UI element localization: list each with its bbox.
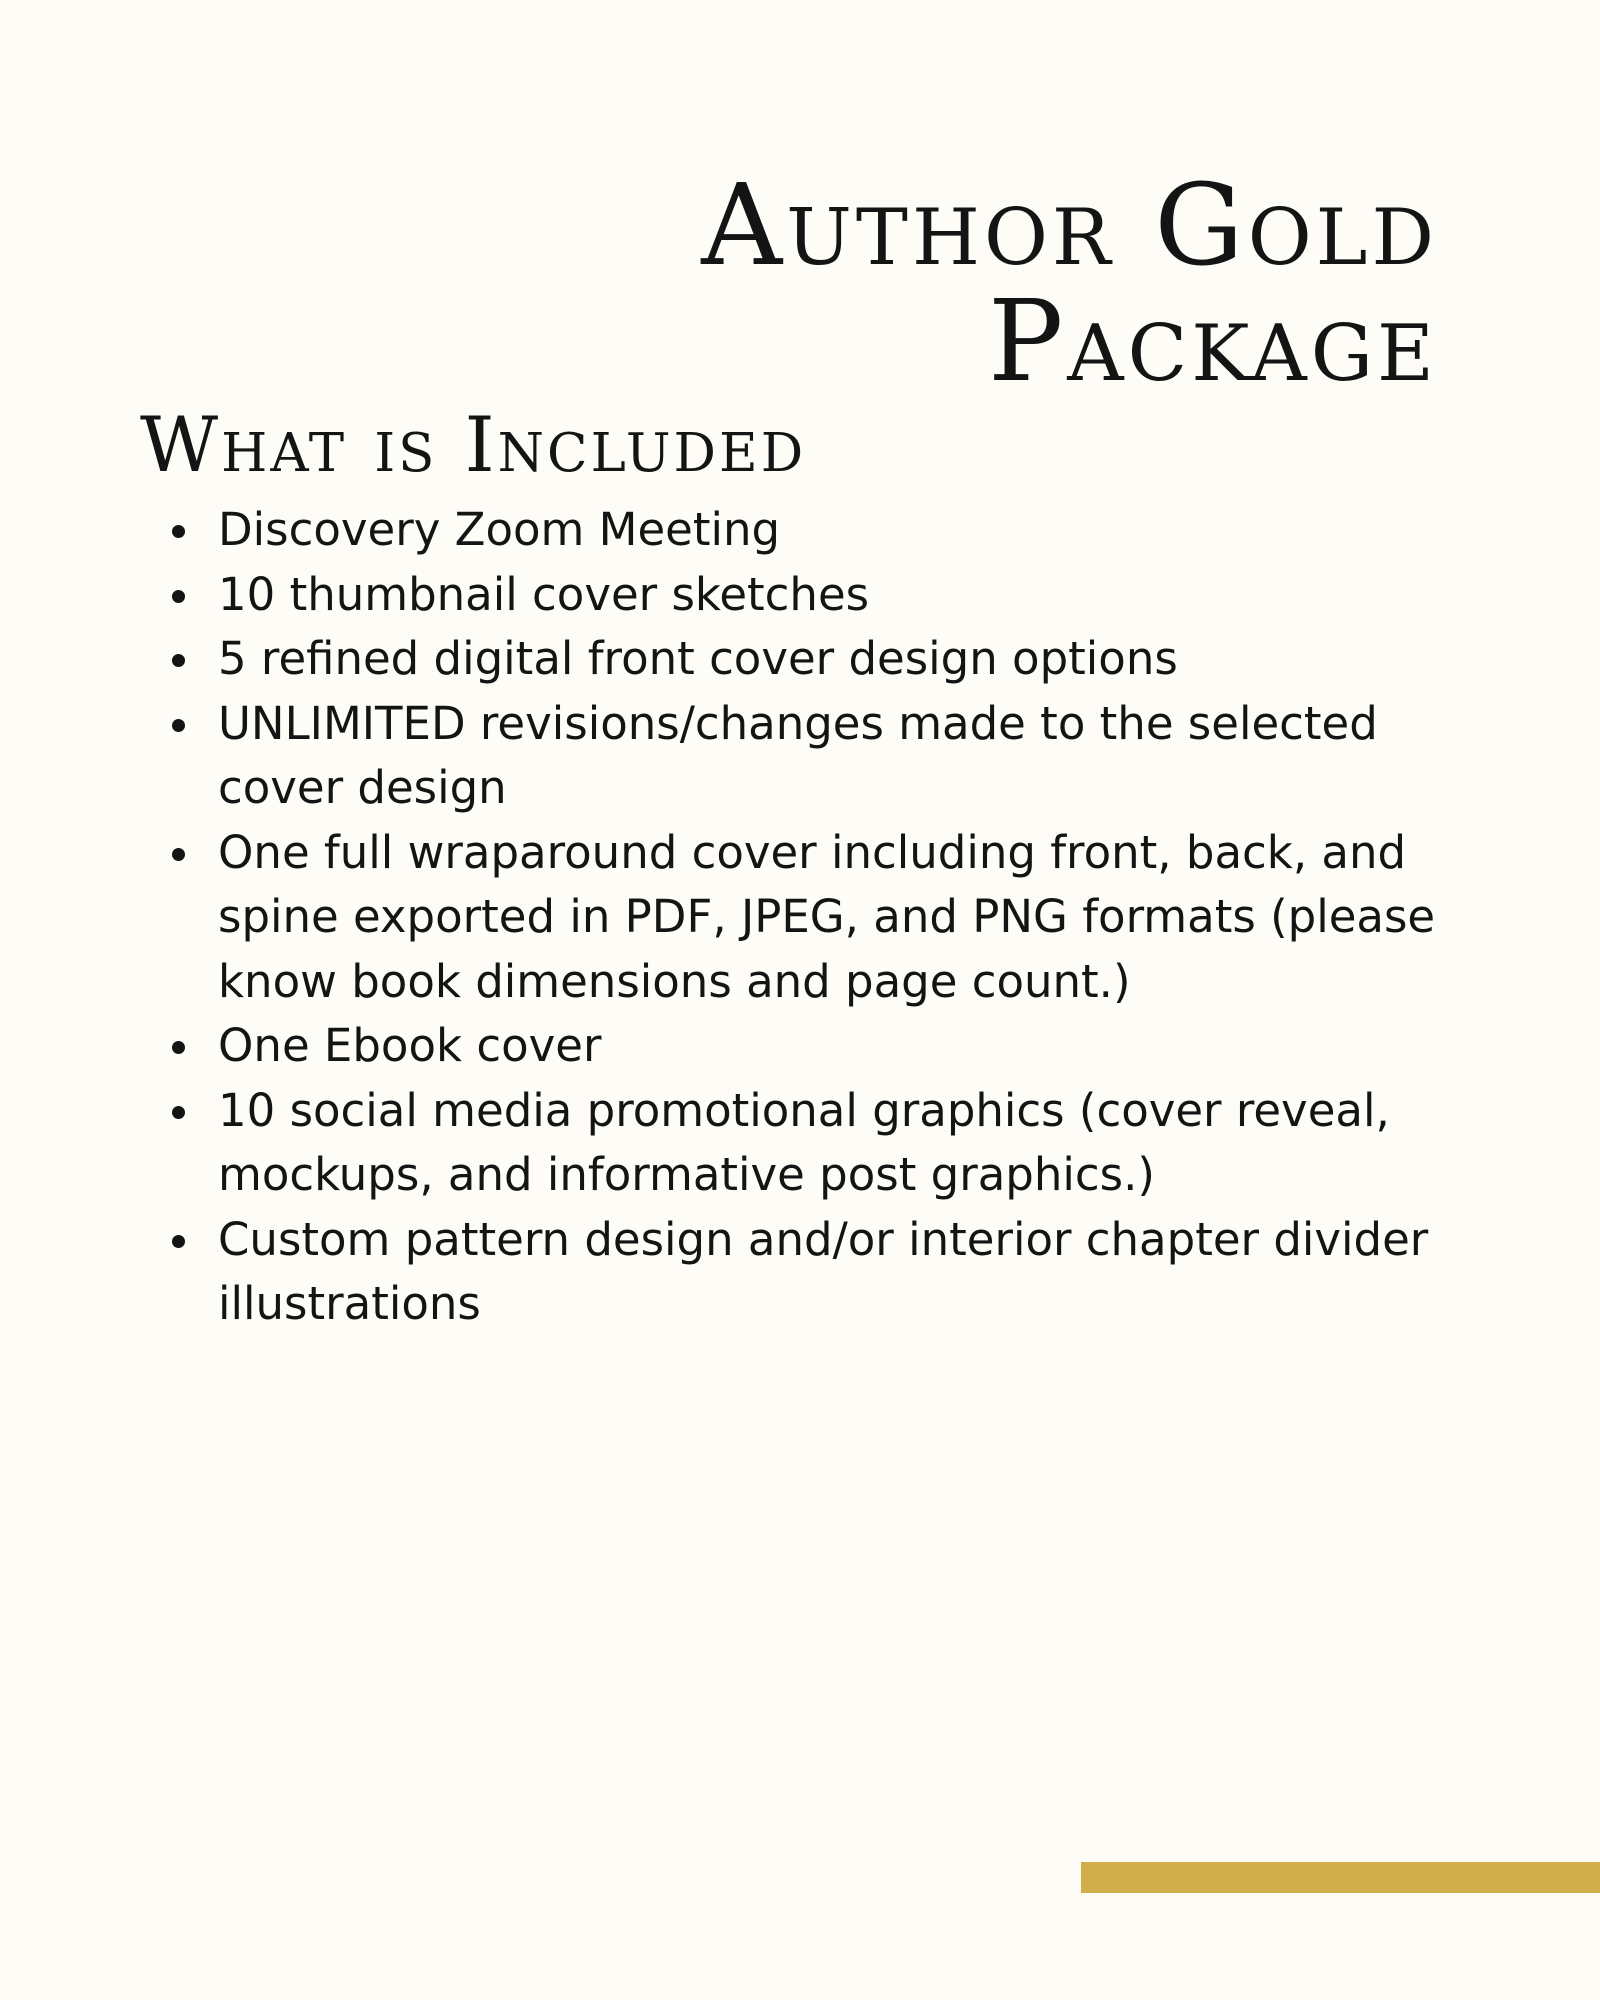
list-item: Discovery Zoom Meeting (218, 498, 1458, 563)
package-title-line-1: Author Gold (701, 161, 1438, 291)
section-heading: What is Included (140, 400, 807, 489)
package-title-line-2: Package (987, 277, 1438, 407)
accent-bar (1081, 1862, 1600, 1893)
package-title (438, 161, 1438, 407)
list-item: UNLIMITED revisions/changes made to the selected cover design (218, 692, 1458, 821)
list-item: 10 thumbnail cover sketches (218, 563, 1458, 628)
list-item: 10 social media promotional graphics (cover reveal, mockups, and informative post graphics.) (218, 1079, 1458, 1208)
included-items-list (218, 498, 1458, 1337)
list-item: 5 refined digital front cover design options (218, 627, 1458, 692)
list-item: One full wraparound cover including front, back, and spine exported in PDF, JPEG, and PNG formats (please know book dimensions and page count.) (218, 821, 1458, 1015)
list-item: Custom pattern design and/or interior chapter divider illustrations (218, 1208, 1458, 1337)
list-item: One Ebook cover (218, 1014, 1458, 1079)
